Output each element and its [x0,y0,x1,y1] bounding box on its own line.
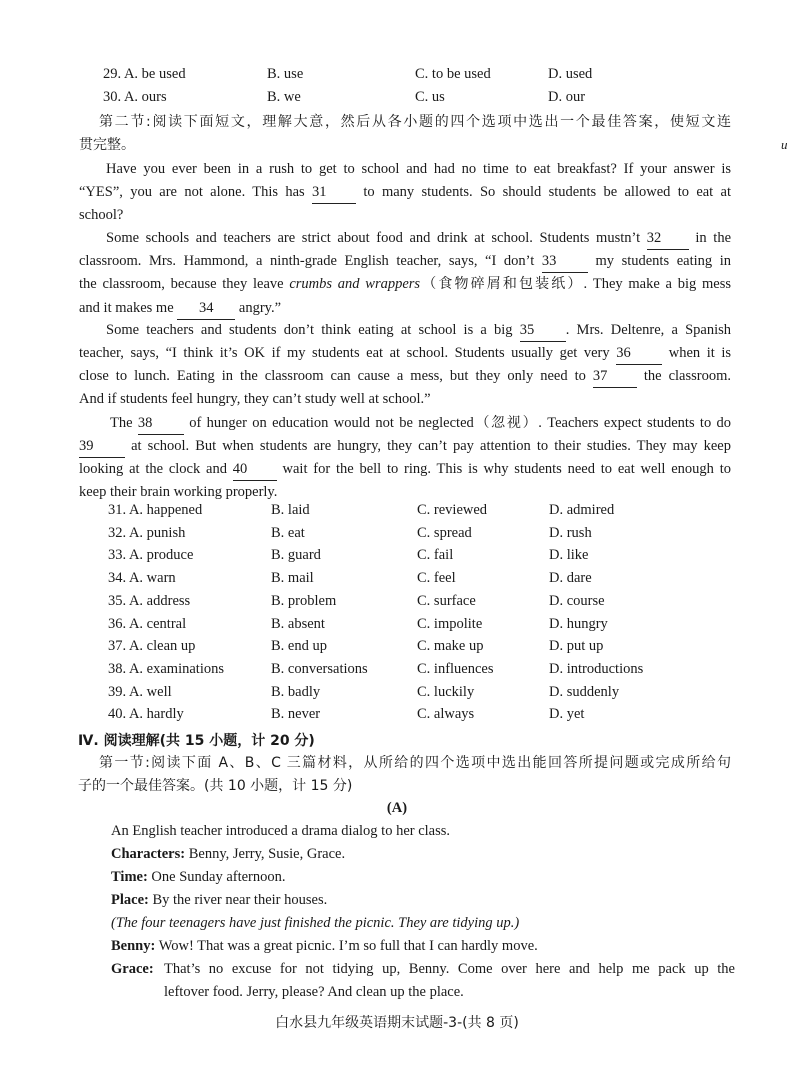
text-segment: when it is [668,345,732,361]
text-segment: angry.” [238,300,282,316]
blank-40: 40 [233,458,277,481]
blank-37: 37 [593,365,637,388]
option-d: D. yet [549,706,585,723]
blank-31: 31 [312,181,356,204]
passage-p2-line4 [79,297,731,320]
option-b: B. conversations [271,660,368,677]
question-number: 40. [108,706,127,723]
passage-p3-line1 [106,319,731,342]
option-c: C. to be used [415,66,491,82]
grace-line2: leftover food. Jerry, please? And clean up the place. [164,984,464,1000]
question-number: 33. [108,547,127,564]
text-segment: at school. But when students are hungry, they can’t pay attention to their studies. They may keep [131,438,731,454]
option-row-30 [0,89,794,111]
drama-place [111,889,763,911]
option-a-text: A. punish [128,524,186,541]
benny-line: Wow! That was a great picnic. I’m so full that I can hardly move. [158,938,538,954]
question-number: 39. [108,683,127,700]
option-d: D. admired [549,502,615,518]
option-a-text: A. examinations [128,660,224,677]
option-d: D. rush [549,524,592,541]
section2-instruction-line1: 第二节:阅读下面短文，理解大意，然后从各小题的四个选项中选出一个最佳答案，使短文连 [99,114,731,130]
dialog-benny [111,935,763,957]
text-segment: looking at the clock and [79,461,227,477]
option-row [0,706,794,728]
option-row [0,502,794,524]
option-a-text: A. address [128,592,191,609]
section4-instruction-line2: 子的一个最佳答案。(共 10 小题，计 15 分) [78,778,353,794]
stage-direction: (The four teenagers have just finished the picnic. They are tidying up.) [111,915,520,931]
option-d: D. our [548,89,586,105]
question-number: 29. [103,66,122,82]
option-a-text: A. well [128,683,172,700]
text-segment: . They make a big mess [583,276,732,292]
blank-39: 39 [79,435,125,458]
text-segment: my students eating in [595,253,731,269]
text-segment: close to lunch. Eating in the classroom can cause a mess, but they only need to [79,368,586,384]
option-b: B. guard [271,547,321,564]
chinese-gloss: （忽视） [473,415,539,431]
option-a [108,547,193,564]
text-segment: teacher, says, “I think it’s OK if my students eat at school. Students usually get very [79,345,610,361]
drama-time [111,866,763,888]
option-d: D. introductions [549,660,644,677]
passage-p2-line2 [79,250,731,273]
option-c: C. surface [417,592,476,609]
option-b: B. badly [271,683,321,700]
question-number: 30. [103,89,122,105]
option-row [0,684,794,706]
text-segment: of hunger on education would not be neglected [189,415,474,431]
option-b: B. we [267,89,301,105]
option-b: B. eat [271,524,305,541]
passage-p1-line2 [79,181,731,204]
option-a [108,706,184,723]
option-d: D. put up [549,638,604,655]
option-row [0,638,794,660]
page-footer: 白水县九年级英语期末试题-3-(共 8 页) [275,1015,519,1031]
text-segment: the classroom, because they leave [79,276,284,292]
option-c: C. fail [417,547,454,564]
passage-p4-line4: keep their brain working properly. [79,484,278,500]
option-a-text: A. be used [123,66,186,82]
section2-instruction-line2: 贯完整。 [79,137,135,153]
text-segment: and it makes me [79,300,174,316]
option-d: D. hungry [549,615,608,632]
option-a [108,593,190,610]
passage-p4-line3 [79,458,731,481]
text-segment: The [110,415,133,431]
option-c: C. always [417,706,475,723]
text-segment: wait for the bell to ring. This is why students need to eat well enough to [282,461,731,477]
option-c: C. reviewed [417,502,488,518]
question-number: 37. [108,638,127,655]
passage-p4-line1 [110,412,731,435]
option-a [108,616,186,633]
question-number: 34. [108,570,127,587]
option-d: D. like [549,547,589,564]
chinese-gloss: （食物碎屑和包装纸） [420,276,584,292]
characters-value: Benny, Jerry, Susie, Grace. [188,846,346,862]
speaker-grace: Grace: [111,961,154,977]
option-b: B. absent [271,615,325,632]
option-row [0,593,794,615]
text-segment: . Teachers expect students to do [538,415,732,431]
grace-line1: That’s no excuse for not tidying up, Benny. Come over here and help me pack up the [164,961,735,977]
option-c: C. us [415,89,445,105]
question-number: 38. [108,660,127,677]
passage-p4-line2 [79,435,731,458]
text-segment: Some schools and teachers are strict about food and drink at school. Students mustn’t [106,230,641,246]
passage-p3-line4: And if students feel hungry, they can’t study well at school.” [79,391,431,407]
option-c: C. make up [417,638,484,655]
option-a-text: A. produce [128,547,194,564]
passage-p1-line3: school? [79,207,124,223]
margin-mark: u [781,137,788,152]
option-row [0,547,794,569]
blank-33: 33 [542,250,588,273]
option-a [108,638,195,655]
section4-instruction-line1: 第一节:阅读下面 A、B、C 三篇材料，从所给的四个选项中选出能回答所提问题或完成所给句 [99,755,731,771]
question-number: 36. [108,615,127,632]
text-segment: the classroom. [643,368,731,384]
option-a [108,684,172,701]
option-d: D. course [549,592,605,609]
text-segment: to many students. So should students be allowed to eat at [363,184,732,200]
drama-intro: An English teacher introduced a drama dialog to her class. [111,823,451,839]
option-c: C. influences [417,660,494,677]
blank-35: 35 [520,319,566,342]
question-number: 35. [108,592,127,609]
option-a [108,570,176,587]
option-row [0,525,794,547]
question-number: 31. [108,502,127,518]
option-a-text: A. warn [128,570,176,587]
blank-32: 32 [647,227,689,250]
option-b: B. use [267,66,304,82]
option-row [0,661,794,683]
place-value: By the river near their houses. [152,892,328,908]
passage-p3-line3 [79,365,731,388]
option-d: D. dare [549,570,592,587]
speaker-benny: Benny: [111,938,156,954]
option-a-text: A. hardly [128,706,184,723]
blank-36: 36 [616,342,662,365]
option-a-text: A. ours [123,89,167,105]
blank-38: 38 [138,412,184,435]
drama-characters [111,843,763,865]
option-b: B. problem [271,592,337,609]
place-label: Place: [111,892,149,908]
option-row [0,616,794,638]
option-a [108,661,224,678]
option-b: B. never [271,706,321,723]
option-c: C. luckily [417,683,475,700]
option-b: B. end up [271,638,327,655]
option-a-text: A. central [128,615,187,632]
text-segment: . Mrs. Deltenre, a Spanish [565,322,731,338]
passage-p2-line3 [79,273,731,295]
section4-heading: Ⅳ. 阅读理解(共 15 小题，计 20 分) [78,733,315,749]
option-b: B. laid [271,502,310,518]
option-a [108,502,202,519]
passage-p2-line1 [106,227,731,250]
option-row [0,570,794,592]
text-segment: in the [695,230,732,246]
italic-term: crumbs and wrappers [289,276,421,292]
question-number: 32. [108,524,127,541]
text-segment: “YES”, you are not alone. This has [79,184,305,200]
option-b: B. mail [271,570,314,587]
option-a [103,66,186,83]
characters-label: Characters: [111,846,186,862]
passage-a-label: (A) [386,800,408,816]
option-a-text: A. happened [128,502,203,518]
option-d: D. suddenly [549,683,620,700]
option-a [103,89,167,106]
time-value: One Sunday afternoon. [151,869,286,885]
blank-34: 34 [177,297,235,320]
option-a-text: A. clean up [128,638,196,655]
option-c: C. impolite [417,615,483,632]
text-segment: Some teachers and students don’t think eating at school is a big [106,322,513,338]
text-segment: classroom. Mrs. Hammond, a ninth-grade English teacher, says, “I don’t [79,253,535,269]
option-d: D. used [548,66,593,82]
time-label: Time: [111,869,148,885]
option-c: C. feel [417,570,456,587]
passage-p1-line1: Have you ever been in a rush to get to school and had no time to eat breakfast? If your answer is [106,161,731,177]
option-c: C. spread [417,524,472,541]
option-a [108,525,185,542]
option-row-29 [0,66,794,88]
passage-p3-line2 [79,342,731,365]
